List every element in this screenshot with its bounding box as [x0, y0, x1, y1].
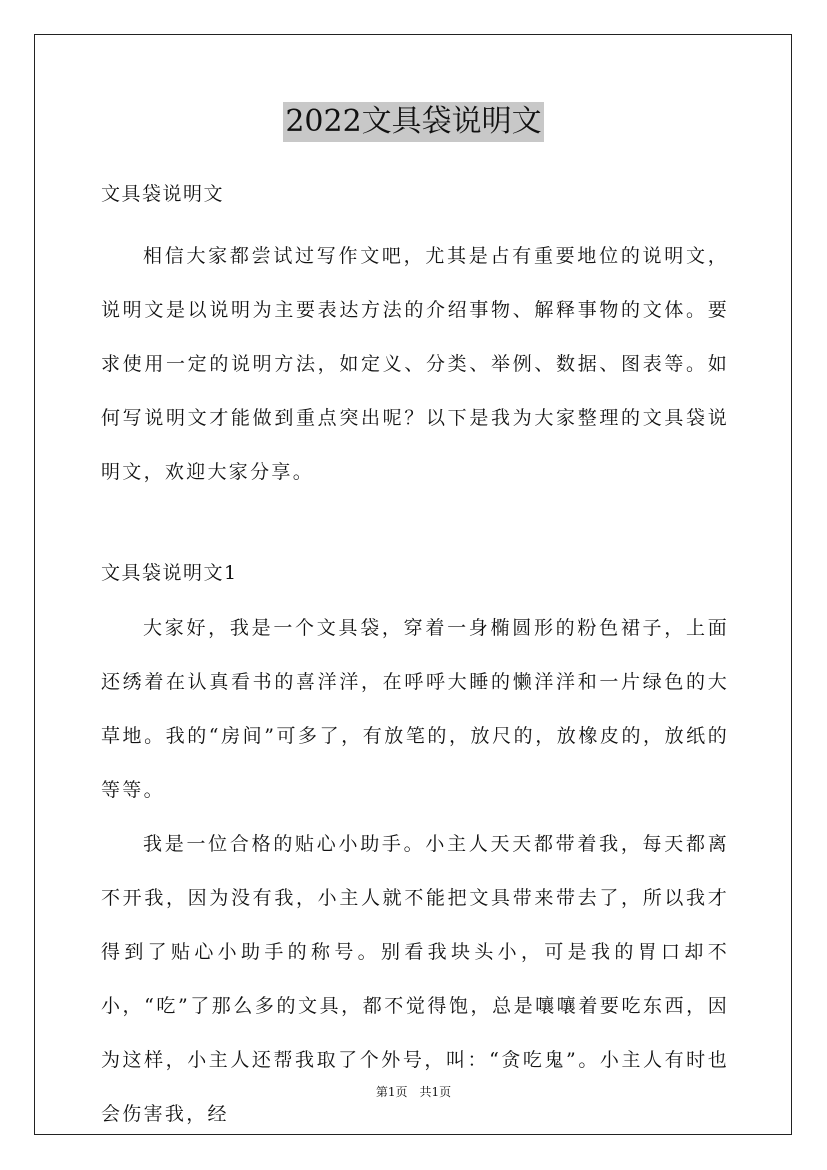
document-title: 2022文具袋说明文 [283, 102, 543, 142]
page-footer: 第1页 共1页 [375, 1085, 452, 1099]
document-body [101, 178, 729, 1141]
section-1-paragraph-2: 我是一位合格的贴心小助手。小主人天天都带着我，每天都离不开我，因为没有我，小主人就不能把文具带来带去了，所以我才得到了贴心小助手的称号。别看我块头小，可是我的胃口却不小，“吃”了那么多的文具，都不觉得饱，总是嚷嚷着要吃东西，因为这样，小主人还帮我取了个外号，叫：“贪吃鬼”。小主人有时也会伤害我，经 [101, 833, 729, 1125]
intro-heading: 文具袋说明文 [101, 183, 225, 205]
section-1-paragraph-1: 大家好，我是一个文具袋，穿着一身椭圆形的粉色裙子，上面还绣着在认真看书的喜洋洋，在呼呼大睡的懒洋洋和一片绿色的大草地。我的“房间”可多了，有放笔的，放尺的，放橡皮的，放纸的等等。 [101, 617, 729, 801]
title-container [0, 102, 827, 142]
intro-paragraph: 相信大家都尝试过写作文吧，尤其是占有重要地位的说明文，说明文是以说明为主要表达方法的介绍事物、解释事物的文体。要求使用一定的说明方法，如定义、分类、举例、数据、图表等。如何写说明文才能做到重点突出呢？以下是我为大家整理的文具袋说明文，欢迎大家分享。 [101, 245, 729, 483]
section-1-heading: 文具袋说明文1 [101, 562, 238, 584]
